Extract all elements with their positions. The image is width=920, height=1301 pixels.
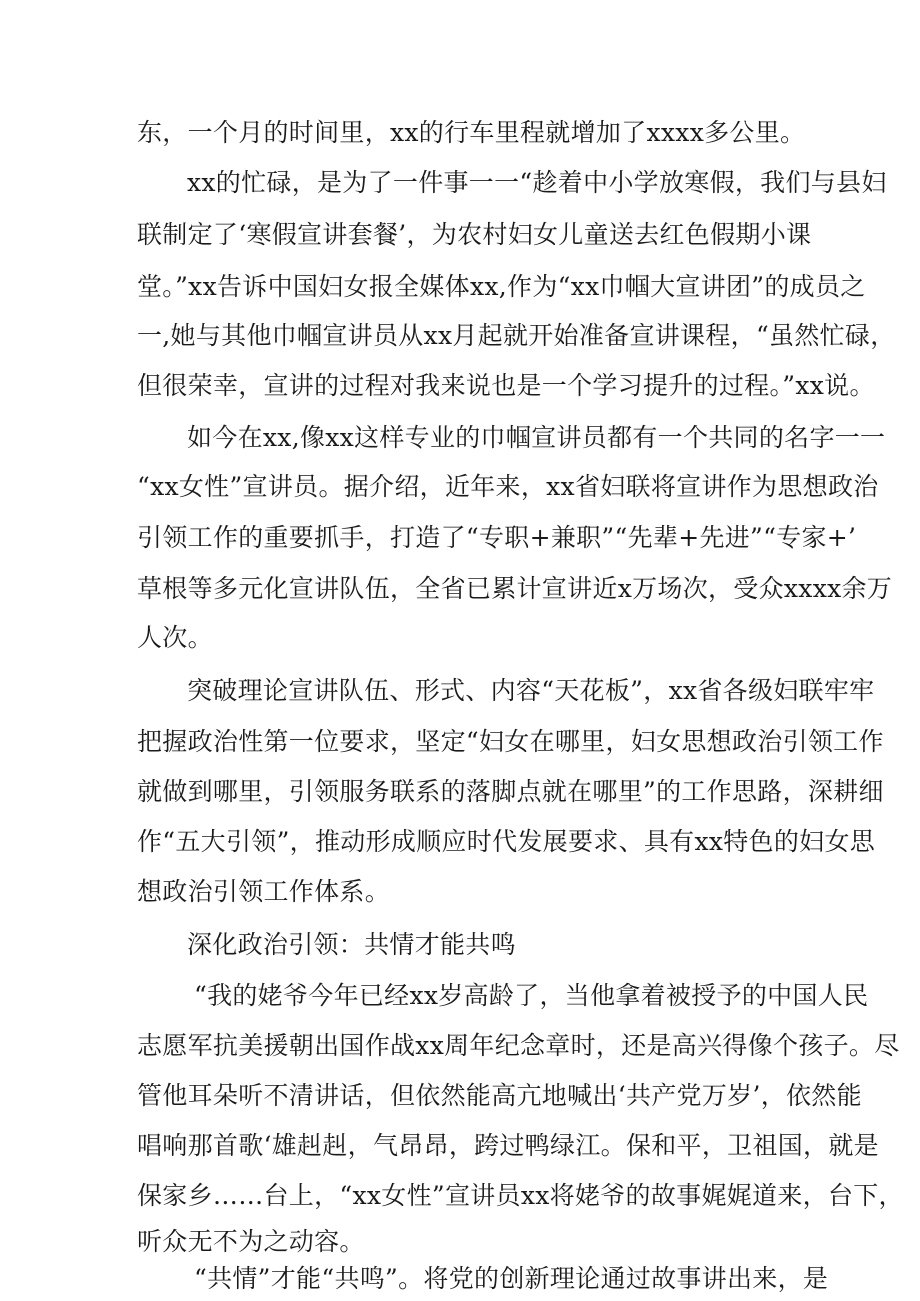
section-heading: 深化政治引领：共情才能共鸣 [187,930,516,959]
text-line: 东，一个月的时间里，xx的行车里程就增加了xxxx多公里。 [137,118,806,147]
text-line: 管他耳朵听不清讲话，但依然能高亢地喊出‘共产党万岁’，依然能 [137,1081,862,1110]
text-line: 听众无不为之动容。 [137,1227,365,1256]
text-line: 唱响那首歌‘雄赳赳，气昂昂，跨过鸭绿江。保和平，卫祖国，就是 [137,1131,879,1160]
text-line: 作“五大引领”，推动形成顺应时代发展要求、具有xx特色的妇女思 [137,827,876,856]
text-line: 想政治引领工作体系。 [137,877,391,906]
text-line: 突破理论宣讲队伍、形式、内容“天花板”，xx省各级妇联牢牢 [187,676,875,705]
text-line: 把握政治性第一位要求，坚定“妇女在哪里，妇女思想政治引领工作 [137,727,884,756]
text-line: “共情”才能“共鸣”。将党的创新理论通过故事讲出来，是 [194,1264,829,1293]
text-line: 堂。”xx告诉中国妇女报全媒体xx,作为“xx巾帼大宣讲团”的成员之 [137,272,866,301]
text-line: 如今在xx,像xx这样专业的巾帼宣讲员都有一个共同的名字一一 [187,423,886,452]
text-line: “我的姥爷今年已经xx岁高龄了，当他拿着被授予的中国人民 [194,981,869,1010]
text-line: 联制定了‘寒假宣讲套餐’，为农村妇女儿童送去红色假期小课 [137,220,812,249]
text-line: 保家乡……台上，“xx女性”宣讲员xx将姥爷的故事娓娓道来，台下， [137,1181,904,1210]
text-line: “xx女性”宣讲员。据介绍，近年来，xx省妇联将宣讲作为思想政治 [137,472,879,501]
text-line: 人次。 [137,623,213,652]
text-line: 草根等多元化宣讲队伍，全省已累计宣讲近x万场次，受众xxxx余万 [137,574,893,603]
text-line: 一,她与其他巾帼宣讲员从xx月起就开始准备宣讲课程，“虽然忙碌， [137,321,896,350]
text-line: 就做到哪里，引领服务联系的落脚点就在哪里”的工作思路，深耕细 [137,777,884,806]
text-line: 志愿军抗美援朝出国作战xx周年纪念章时，还是高兴得像个孩子。尽 [137,1031,900,1060]
text-line: xx的忙碌，是为了一件事一一“趁着中小学放寒假，我们与县妇 [187,168,887,197]
text-line: 引领工作的重要抓手，打造了“专职+兼职”“先辈+先进”“专家+’ [137,523,857,552]
text-line: 但很荣幸，宣讲的过程对我来说也是一个学习提升的过程。”xx说。 [137,371,875,400]
